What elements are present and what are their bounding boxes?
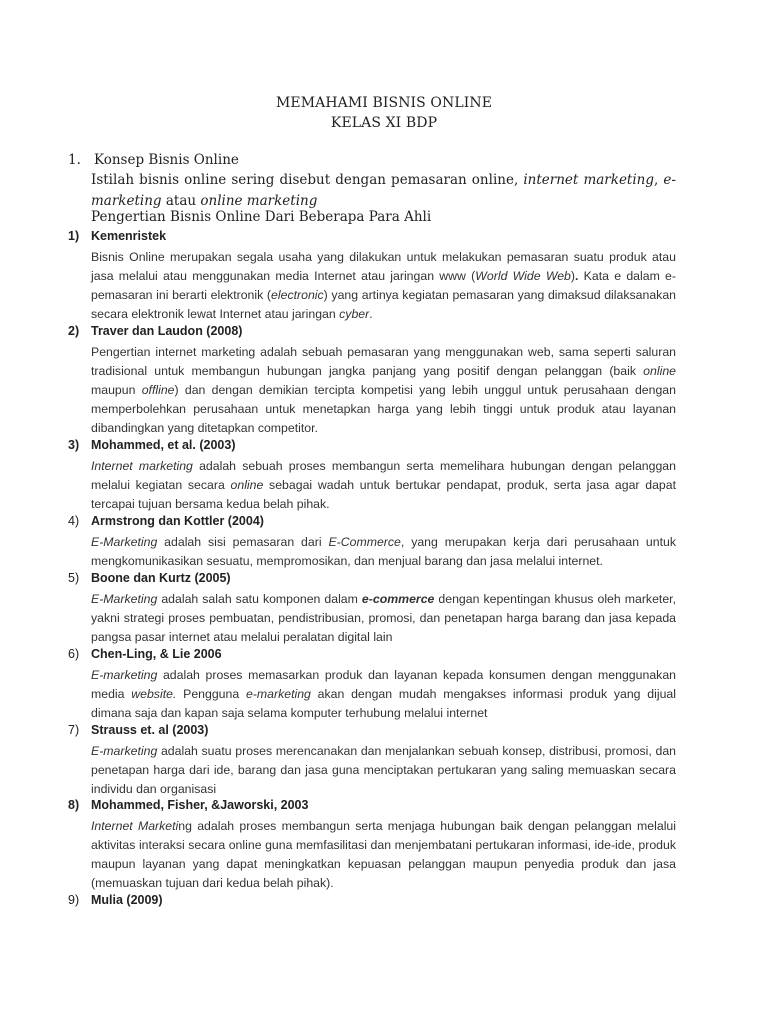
- body-text: Pengguna: [176, 687, 246, 701]
- item-heading: Traver dan Laudon (2008): [91, 324, 243, 338]
- intro-text: atau: [161, 193, 201, 209]
- item-number: 3): [68, 438, 80, 452]
- item-heading: Mohammed, Fisher, &Jaworski, 2003: [91, 798, 309, 812]
- document-subtitle: KELAS XI BDP: [330, 115, 438, 131]
- body-term: offline: [141, 383, 175, 397]
- document-title: MEMAHAMI BISNIS ONLINE: [275, 95, 493, 111]
- item-number: 4): [68, 514, 80, 528]
- item-heading: Boone dan Kurtz (2005): [91, 571, 231, 585]
- item-heading: Strauss et. al (2003): [91, 723, 209, 737]
- body-text: Bisnis Online merupakan segala usaha yang dilakukan untuk melakukan pemasaran suatu produk atau jasa melalui atau menggunakan media Internet atau jaringan www (: [91, 250, 676, 283]
- body-term: online: [643, 364, 676, 378]
- item-body: [91, 817, 676, 893]
- body-term: Internet Marketi: [91, 819, 179, 833]
- item-heading: Mulia (2009): [91, 893, 163, 907]
- body-text: adalah suatu proses merencanakan dan menjalankan sebuah konsep, distribusi, promosi, dan penetapan harga dari ide, barang dan jasa guna menciptakan pertukaran yang saling memuaskan secara individu dan organisasi: [91, 744, 676, 796]
- item-number: 5): [68, 571, 80, 585]
- item-heading: Mohammed, et al. (2003): [91, 438, 236, 452]
- body-text: ): [570, 269, 575, 283]
- body-text: ng adalah proses membangun serta menjaga hubungan baik dengan pelanggan melalui aktivitas interaksi secara online guna memfasilitasi dan menjembatani pertukaran informasi, ide-ide, produk maupun layanan yang dapat meningkatkan kepuasan pelanggan maupun penyedia produk dan jasa (memuaskan tujuan dari kedua belah pihak).: [91, 819, 676, 890]
- body-text: sebagai wadah untuk bertukar pendapat, produk, serta jasa agar dapat tercapai tujuan bersama kedua belah pihak.: [91, 478, 677, 511]
- item-body: [91, 533, 676, 571]
- item-body: [91, 590, 676, 647]
- item-body: [91, 248, 676, 324]
- intro-term: internet marketing: [523, 172, 655, 188]
- body-text: Kata e dalam e-pemasaran ini berarti elektronik (: [91, 269, 676, 302]
- body-term: Internet marketing: [91, 459, 193, 473]
- section-intro: [91, 170, 676, 212]
- body-term: e-marketing: [245, 687, 311, 701]
- item-body: [91, 742, 676, 799]
- section-heading: Konsep Bisnis Online: [94, 152, 239, 168]
- item-body: [91, 666, 676, 723]
- item-heading: Kemenristek: [91, 229, 167, 243]
- item-number: 8): [68, 798, 80, 812]
- body-term: E-marketing: [91, 744, 158, 758]
- section-subheading: Pengertian Bisnis Online Dari Beberapa Para Ahli: [91, 209, 432, 225]
- item-heading: Armstrong dan Kottler (2004): [91, 514, 264, 528]
- body-term: E-Marketing: [91, 535, 158, 549]
- intro-text: ,: [654, 172, 659, 188]
- body-text: adalah sisi pemasaran dari: [157, 535, 329, 549]
- body-term: website.: [131, 687, 177, 701]
- body-term: online: [230, 478, 264, 492]
- body-text: maupun: [91, 383, 142, 397]
- item-number: 7): [68, 723, 80, 737]
- item-body: [91, 457, 676, 514]
- body-text: .: [369, 307, 373, 321]
- body-term: E-Commerce: [328, 535, 401, 549]
- item-number: 9): [68, 893, 80, 907]
- intro-term: e-marketing: [91, 172, 676, 209]
- body-term: World Wide Web: [475, 269, 571, 283]
- body-text: dengan kepentingan khusus oleh marketer, yakni strategi proses pembuatan, pendistribusian, promosi, dan penetapan harga barang dan jasa kepada pangsa pasar internet atau melalui peralatan digital lain: [91, 592, 677, 644]
- intro-text: Istilah bisnis online sering disebut dengan pemasaran online,: [91, 172, 519, 188]
- body-text: ) yang artinya kegiatan pemasaran yang dimaksud dilaksanakan secara elektronik lewat Internet atau jaringan: [91, 288, 677, 321]
- body-text: adalah salah satu komponen dalam: [157, 592, 362, 606]
- section-number: 1.: [68, 152, 81, 168]
- body-term: cyber: [339, 307, 370, 321]
- body-text: , yang merupakan kerja dari perusahaan untuk mengkomunikasikan sesuatu, mempromosikan, dan menjual barang dan jasa melalui internet.: [91, 535, 677, 568]
- item-body: [91, 343, 676, 438]
- body-text: adalah proses memasarkan produk dan layanan kepada konsumen dengan menggunakan media: [91, 668, 676, 701]
- body-term: electronic: [271, 288, 324, 302]
- body-text: akan dengan mudah mengakses informasi produk yang dijual dimana saja dan kapan saja selama komputer terhubung melalui internet: [91, 687, 676, 720]
- body-text: adalah sebuah proses membangun serta memelihara hubungan dengan pelanggan melalui kegiatan secara: [91, 459, 676, 492]
- item-number: 1): [68, 229, 80, 243]
- body-term: e-commerce: [361, 592, 435, 606]
- body-text: Pengertian internet marketing adalah sebuah pemasaran yang menggunakan web, sama seperti saluran tradisional untuk membangun hubungan jangka panjang yang positif dengan pelanggan (baik: [91, 345, 676, 378]
- body-text: ) dan dengan demikian tercipta kompetisi yang lebih unggul untuk perusahaan dengan memperbolehkan perusahaan untuk menetapkan harga yang lebih tinggi untuk produk atau layanan dibandingkan yang ditetapkan competitor.: [91, 383, 676, 435]
- item-number: 2): [68, 324, 80, 338]
- item-number: 6): [68, 647, 80, 661]
- intro-term: online marketing: [200, 193, 318, 209]
- body-term: E-marketing: [91, 668, 158, 682]
- body-term: E-Marketing: [91, 592, 158, 606]
- body-text: .: [575, 269, 579, 283]
- item-heading: Chen-Ling, & Lie 2006: [91, 647, 222, 661]
